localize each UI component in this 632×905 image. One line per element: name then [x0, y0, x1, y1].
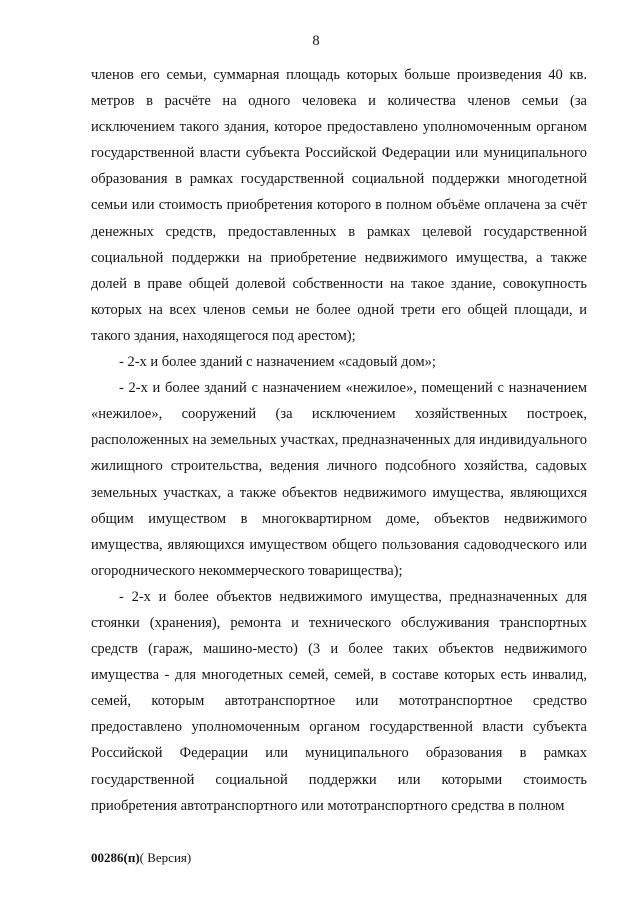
- paragraph-garden-house: - 2-х и более зданий с назначением «садовый дом»;: [119, 354, 436, 371]
- page-number: 8: [312, 33, 320, 49]
- document-code: 00286(п): [91, 850, 140, 865]
- footer: [91, 850, 191, 866]
- document-version: ( Версия): [139, 850, 192, 865]
- paragraph-continuation: членов его семьи, суммарная площадь которых больше произведения 40 кв. метров в расчёте на одного человека и количества членов семьи (за исключением такого здания, которое предоставлено уполномоченным органом государственной власти субъекта Российской Федерации или муниципального образования в рамках государственной социальной поддержки многодетной семьи или стоимость приобретения которого в полном объёме оплачена за счёт денежных средств, предоставленных в рамках целевой государственной социальной поддержки на приобретение недвижимого имущества, а также долей в праве общей долевой собственности на такое здание, совокупность которых на всех членов семьи не более одной трети его общей площади, и такого здания, находящегося под арестом);: [91, 67, 587, 344]
- document-body: [91, 62, 587, 819]
- paragraph-non-residential: - 2-х и более зданий с назначением «нежилое», помещений с назначением «нежилое», сооружений (за исключением хозяйственных построек, расположенных на земельных участках, предназначенных для индивидуального жилищного строительства, ведения личного подсобного хозяйства, садовых земельных участках, а также объектов недвижимого имущества, являющихся общим имуществом в многоквартирном доме, объектов недвижимого имущества, являющихся имуществом общего пользования садоводческого или огороднического некоммерческого товарищества);: [91, 380, 587, 579]
- paragraph-garage: - 2-х и более объектов недвижимого имущества, предназначенных для стоянки (хранения), ремонта и технического обслуживания транспортных средств (гараж, машино-место) (3 и более таких объектов недвижимого имущества - для многодетных семей, семей, в составе которых есть инвалид, семей, которым автотранспортное или мототранспортное средство предоставлено уполномоченным органом государственной власти субъекта Российской Федерации или муниципального образования в рамках государственной социальной поддержки или которыми стоимость приобретения автотранспортного или мототранспортного средства в полном: [91, 588, 587, 814]
